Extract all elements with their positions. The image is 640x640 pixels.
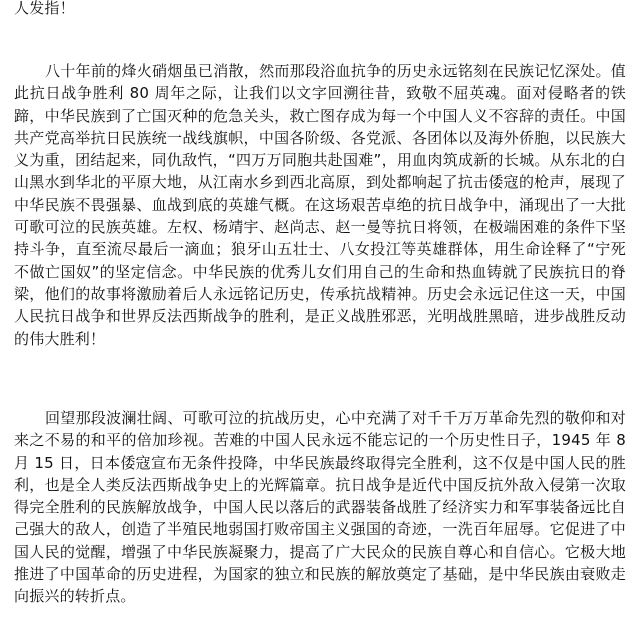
paragraph-anniversary: 八十年前的烽火硝烟虽已消散，然而那段浴血抗争的历史永远铭刻在民族记忆深处。值此抗日战争胜利 80 周年之际，让我们以文字回溯往昔，致敬不屈英魂。面对侵略者的铁蹄，中华民族到了亡国灭种的危急关头，救亡图存成为每一个中国人义不容辞的责任。中国共产党高举抗日民族统一战线旗帜，中国各阶级、各党派、各团体以及海外侨胞，以民族大义为重，团结起来，同仇敌忾，“四万万同胞共赴国难”，用血肉筑成新的长城。从东北的白山黑水到华北的平原大地，从江南水乡到西北高原，到处都响起了抗击倭寇的枪声，展现了中华民族不畏强暴、血战到底的英雄气概。在这场艰苦卓绝的抗日战争中，涌现出了一大批可歌可泣的民族英雄。左权、杨靖宇、赵尚志、赵一曼等抗日将领，在极端困难的条件下坚持斗争，直至流尽最后一滴血；狼牙山五壮士、八女投江等英雄群体，用生命诠释了“宁死不做亡国奴”的坚定信念。中华民族的优秀儿女们用自己的生命和热血铸就了民族抗日的脊梁，他们的故事将激励着后人永远铭记历史，传承抗战精神。历史会永远记住这一天，中国人民抗日战争和世界反法西斯战争的胜利，是正义战胜邪恶，光明战胜黑暗，进步战胜反动的伟大胜利！ (14, 62, 626, 348)
paragraph-victory-significance: 回望那段波澜壮阔、可歌可泣的抗战历史，心中充满了对千千万万革命先烈的敬仰和对来之不易的和平的倍加珍视。苦难的中国人民永远不能忘记的一个历史性日子，1945 年 8 月 15 日，日本倭寇宣布无条件投降，中华民族最终取得完全胜利，这不仅是中国人民的胜利，也是全人类反法西斯战争史上的光辉篇章。抗日战争是近代中国反抗外敌入侵第一次取得完全胜利的民族解放战争，中国人民以落后的武器装备战胜了经济实力和军事装备远比自己强大的敌人，创造了半殖民地弱国打败帝国主义强国的奇迹，一洗百年屈辱。它促进了中国人民的觉醒，增强了中华民族凝聚力，提高了广大民众的民族自尊心和自信心。它极大地推进了中国革命的历史进程，为国家的独立和民族的解放奠定了基础，是中华民族由衰败走向振兴的转折点。 (14, 409, 626, 606)
paragraph-fragment-top: 人发指！ (14, 0, 75, 17)
